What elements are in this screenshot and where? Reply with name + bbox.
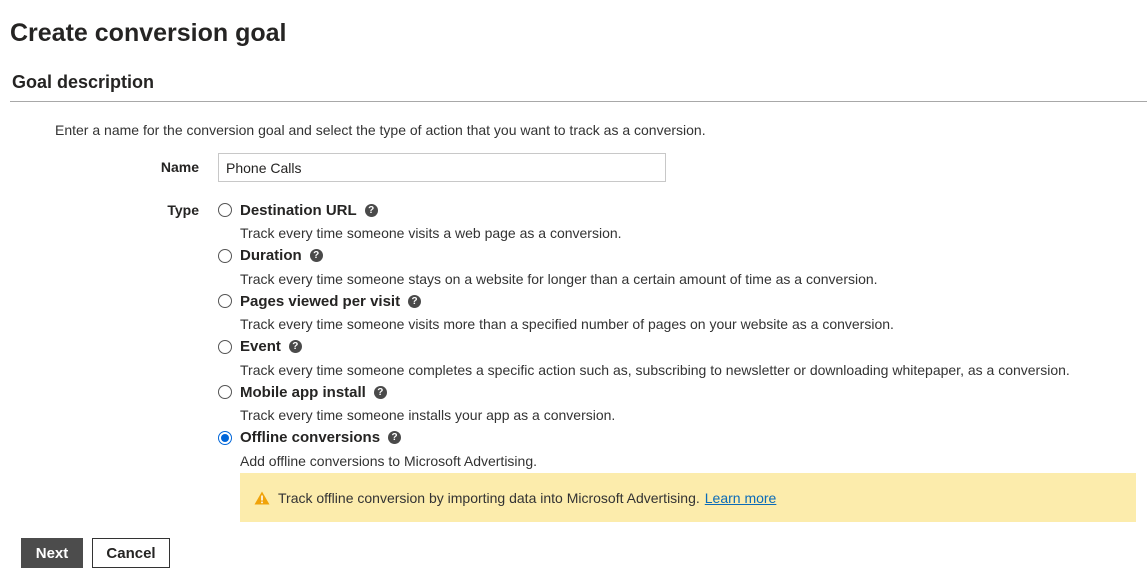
warning-triangle-icon [254,491,270,505]
radio-destination-url[interactable] [218,203,232,217]
radio-duration[interactable] [218,249,232,263]
type-option-event [218,336,1147,382]
name-label: Name [160,159,199,175]
question-circle-icon[interactable]: ? [289,340,302,353]
question-circle-icon[interactable]: ? [408,295,421,308]
radio-mobile-app-install[interactable] [218,385,232,399]
option-label[interactable]: Pages viewed per visit [240,292,401,310]
goal-name-input[interactable] [218,153,666,182]
cancel-button[interactable]: Cancel [92,538,170,568]
goal-type-radio-group [218,199,1147,472]
option-description: Track every time someone installs your app as a conversion. [240,407,616,423]
type-option-mobile-app-install [218,381,1147,427]
radio-pages-viewed[interactable] [218,294,232,308]
type-label: Type [167,202,199,218]
radio-event[interactable] [218,340,232,354]
question-circle-icon[interactable]: ? [388,431,401,444]
option-description: Track every time someone visits more than a specified number of pages on your website as a conversion. [240,316,894,332]
section-title: Goal description [12,72,155,92]
type-option-offline-conversions [218,427,1147,473]
option-label[interactable]: Duration [240,247,302,264]
section-divider [10,101,1147,102]
offline-conversion-notice [240,473,1136,522]
learn-more-link[interactable]: Learn more [704,489,777,506]
option-description: Track every time someone stays on a website for longer than a certain amount of time as a conversion. [240,270,878,287]
next-button[interactable]: Next [21,538,83,568]
intro-text: Enter a name for the conversion goal and select the type of action that you want to track as a conversion. [55,122,706,138]
type-option-pages-viewed [218,290,1147,336]
option-description: Track every time someone completes a specific action such as, subscribing to newsletter or downloading whitepaper, as a conversion. [240,361,1070,378]
option-description: Track every time someone visits a web page as a conversion. [240,225,622,241]
option-description: Add offline conversions to Microsoft Advertising. [240,452,538,469]
type-option-duration [218,245,1147,291]
radio-offline-conversions[interactable] [218,431,232,445]
question-circle-icon[interactable]: ? [374,386,387,399]
option-label[interactable]: Mobile app install [240,383,366,401]
notice-text: Track offline conversion by importing data into Microsoft Advertising. [278,489,700,506]
option-label[interactable]: Destination URL [240,201,357,219]
question-circle-icon[interactable]: ? [310,249,323,262]
option-label[interactable]: Offline conversions [240,429,381,446]
option-label[interactable]: Event [240,338,281,355]
question-circle-icon[interactable]: ? [365,204,378,217]
page-title: Create conversion goal [10,19,287,47]
type-option-destination-url [218,199,1147,245]
